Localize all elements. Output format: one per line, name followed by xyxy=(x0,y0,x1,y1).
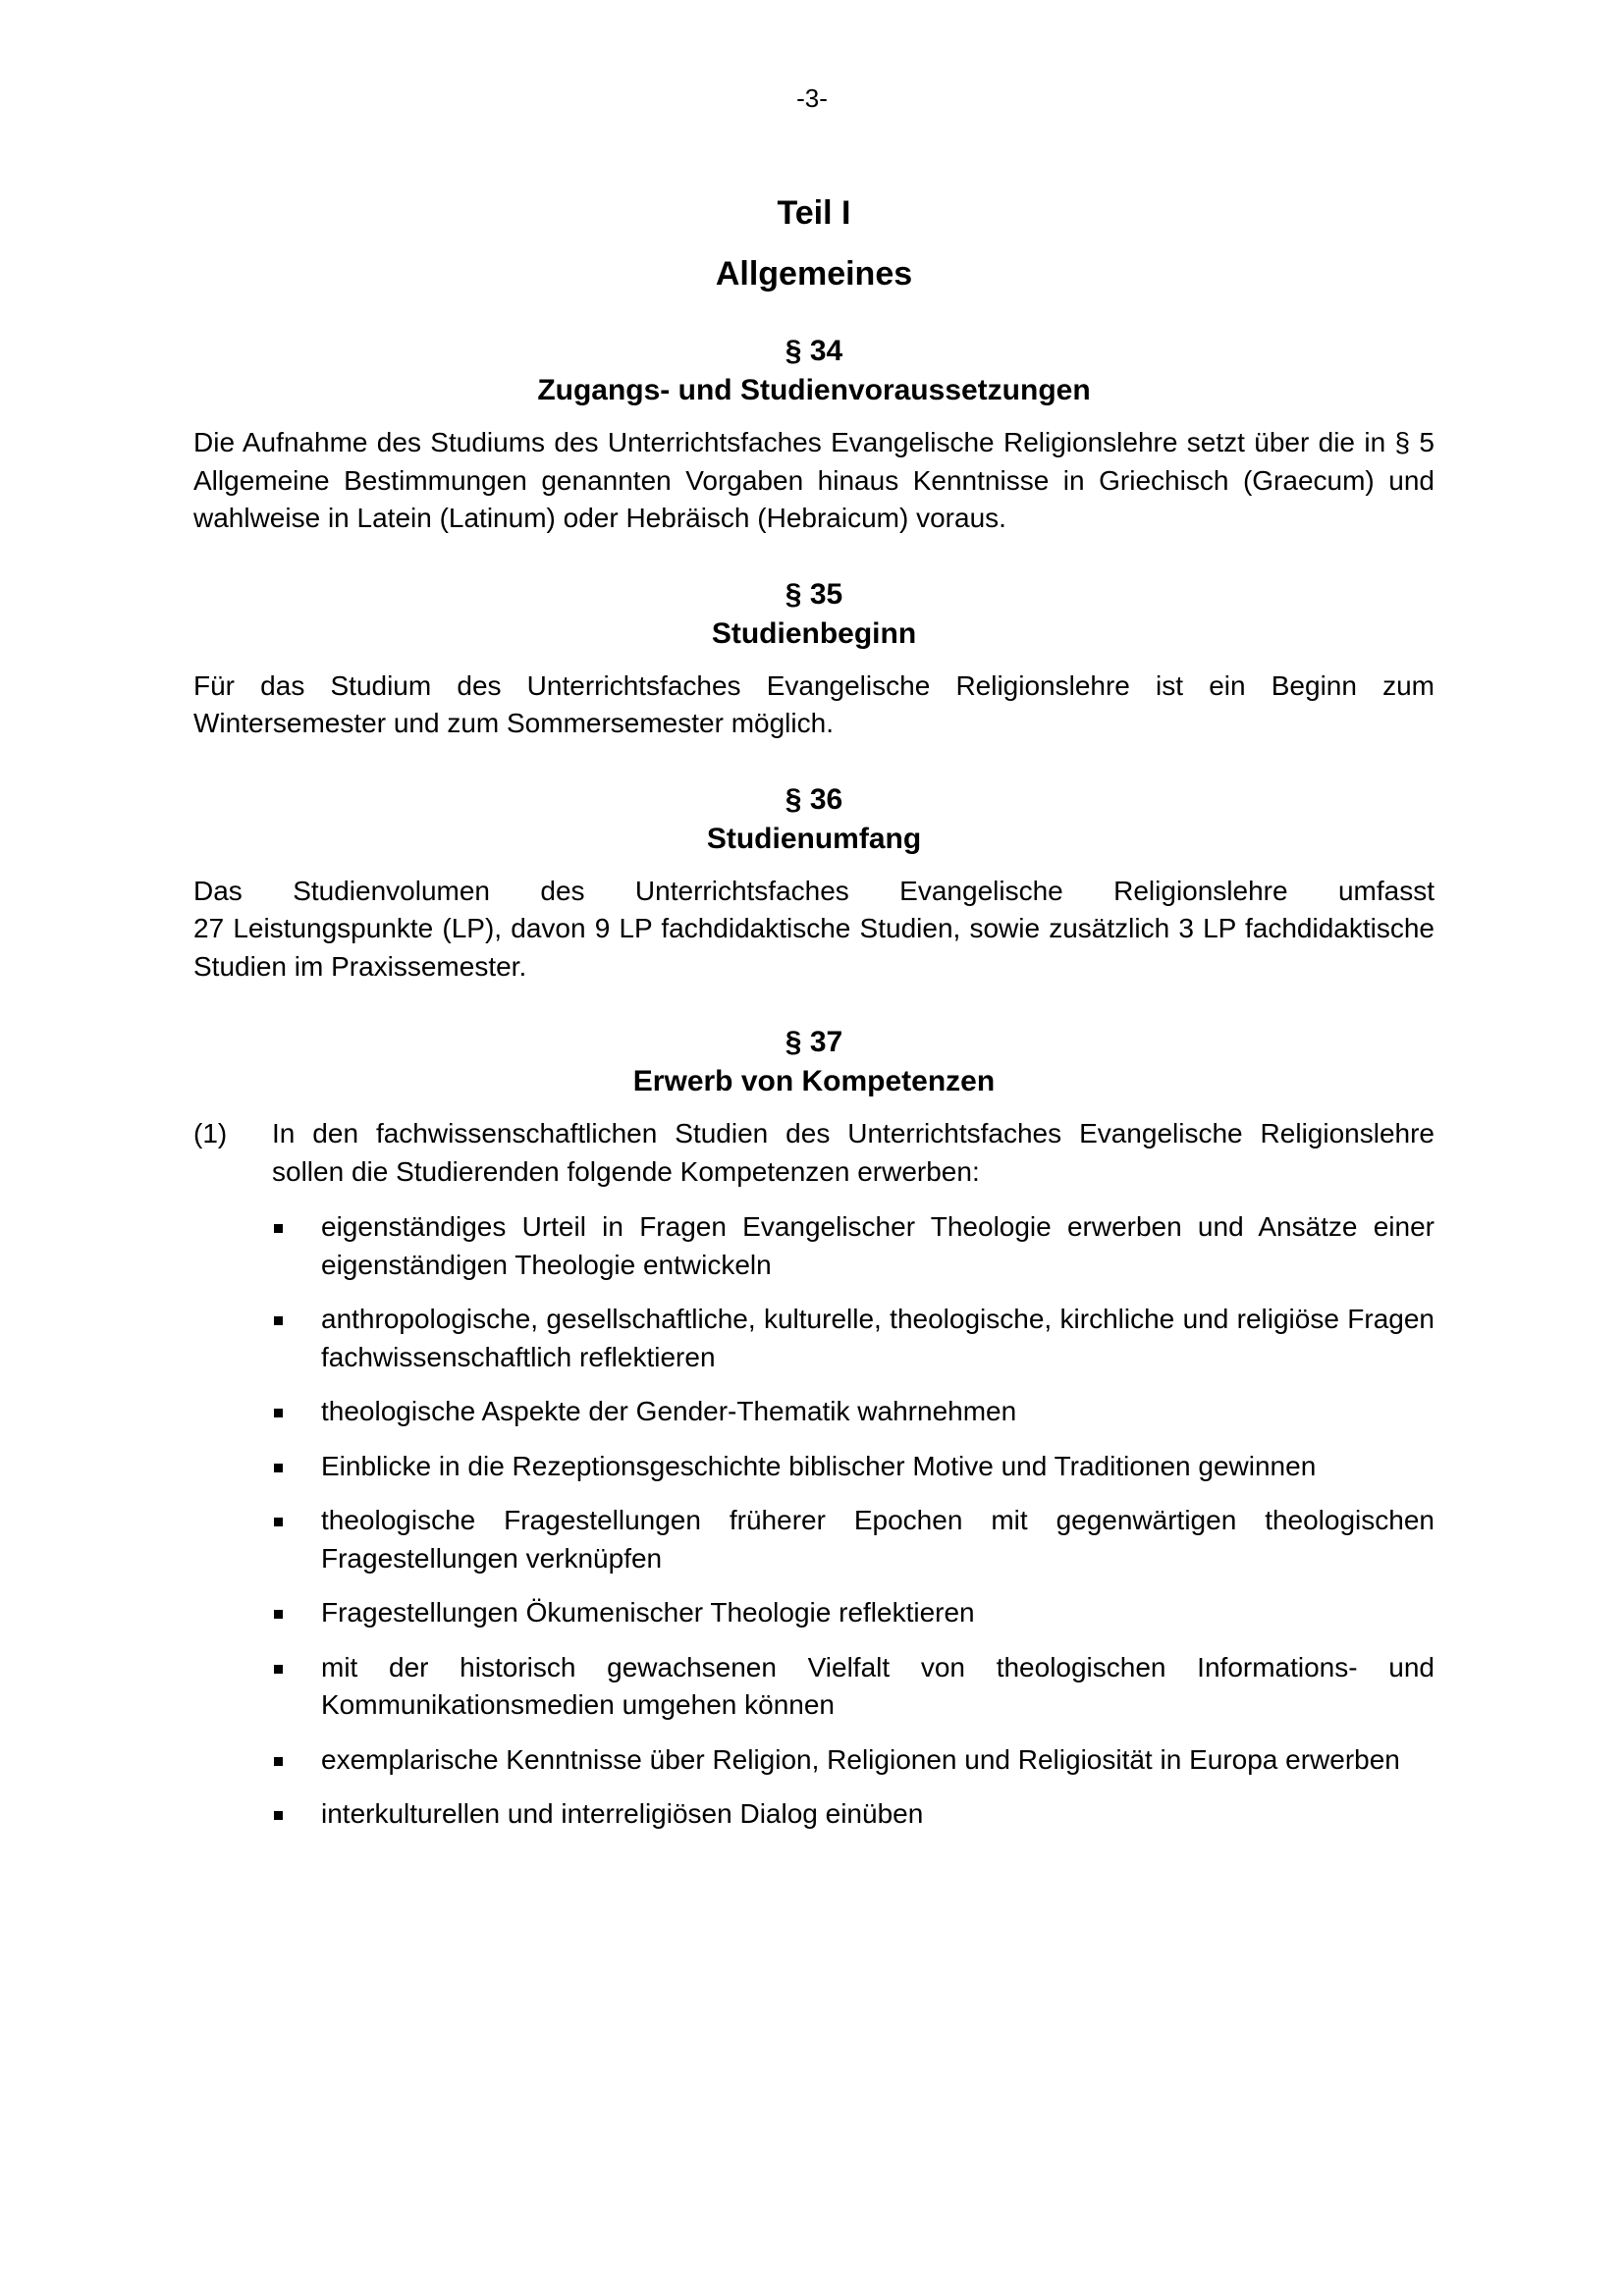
list-item xyxy=(321,1502,1435,1577)
section-number: § 37 xyxy=(785,1026,843,1058)
document-body xyxy=(193,192,1435,1850)
section-35 xyxy=(193,575,1435,743)
list-item-text: Einblicke in die Rezeptionsgeschichte biblischer Motive und Traditionen gewinnen xyxy=(321,1450,1317,1481)
square-bullet-icon xyxy=(274,1665,283,1674)
list-item xyxy=(321,1795,1435,1834)
square-bullet-icon xyxy=(274,1518,283,1526)
section-title: Studienumfang xyxy=(706,822,922,855)
part-title: Teil I xyxy=(777,194,851,232)
part-subtitle: Allgemeines xyxy=(715,255,913,293)
section-number: § 34 xyxy=(785,335,843,367)
list-item-text: Fragestellungen Ökumenischer Theologie reflektieren xyxy=(321,1597,975,1628)
list-item xyxy=(321,1649,1435,1725)
list-item-text: mit der historisch gewachsenen Vielfalt von theologischen Informations- und Kommunikationsmedien umgehen können xyxy=(321,1651,1435,1720)
square-bullet-icon xyxy=(274,1409,283,1417)
section-title: Studienbeginn xyxy=(711,616,917,650)
list-item-text: theologische Aspekte der Gender-Thematik wahrnehmen xyxy=(321,1396,1017,1426)
square-bullet-icon xyxy=(274,1610,283,1619)
section-34 xyxy=(193,332,1435,538)
section-36 xyxy=(193,780,1435,987)
paragraph-number: (1) xyxy=(193,1118,228,1148)
section-paragraph-rest: 27 Leistungspunkte (LP), davon 9 LP fachdidaktische Studien, sowie zusätzlich 3 LP fachdidaktische Studien im Praxissemester. xyxy=(193,913,1435,982)
section-paragraph: Die Aufnahme des Studiums des Unterrichtsfaches Evangelische Religionslehre setzt über die in § 5 Allgemeine Bestimmungen genannten Vorgaben hinaus Kenntnisse in Griechisch (Graecum) und wahlweise in Latein (Latinum) oder Hebräisch (Hebraicum) voraus. xyxy=(193,427,1435,533)
list-item xyxy=(321,1393,1435,1431)
square-bullet-icon xyxy=(274,1224,283,1233)
square-bullet-icon xyxy=(274,1811,283,1820)
list-item xyxy=(321,1208,1435,1284)
paragraph-text: In den fachwissenschaftlichen Studien des Unterrichtsfaches Evangelische Religionslehre sollen die Studierenden folgende Kompetenzen erwerben: xyxy=(272,1118,1435,1187)
section-title: Erwerb von Kompetenzen xyxy=(632,1065,996,1097)
section-number: § 36 xyxy=(785,782,843,816)
list-item-text: theologische Fragestellungen früherer Epochen mit gegenwärtigen theologischen Fragestellungen verknüpfen xyxy=(321,1505,1435,1574)
list-item xyxy=(321,1594,1435,1632)
section-number: § 35 xyxy=(785,577,843,611)
page-number: -3- xyxy=(796,83,828,113)
numbered-paragraph xyxy=(193,1115,1435,1191)
list-item xyxy=(321,1301,1435,1376)
square-bullet-icon xyxy=(274,1757,283,1766)
section-paragraph-line1: Das Studienvolumen des Unterrichtsfaches Evangelische Religionslehre umfasst xyxy=(193,875,1435,906)
section-37 xyxy=(193,1023,1435,1834)
list-item-text: interkulturellen und interreligiösen Dialog einüben xyxy=(321,1798,924,1829)
list-item-text: exemplarische Kenntnisse über Religion, Religionen und Religiosität in Europa erwerben xyxy=(321,1743,1400,1775)
section-title: Zugangs- und Studienvoraussetzungen xyxy=(537,374,1091,406)
list-item xyxy=(321,1448,1435,1486)
list-item-text: anthropologische, gesellschaftliche, kulturelle, theologische, kirchliche und religiöse Fragen fachwissenschaftlich reflektieren xyxy=(321,1304,1435,1372)
list-item-text: eigenständiges Urteil in Fragen Evangelischer Theologie erwerben und Ansätze einer eigenständigen Theologie entwickeln xyxy=(321,1211,1435,1280)
square-bullet-icon xyxy=(274,1464,283,1472)
list-item xyxy=(321,1741,1435,1780)
competence-list xyxy=(193,1208,1435,1834)
square-bullet-icon xyxy=(274,1316,283,1325)
section-paragraph: Für das Studium des Unterrichtsfaches Evangelische Religionslehre ist ein Beginn zum Wintersemester und zum Sommersemester möglich. xyxy=(193,669,1435,738)
